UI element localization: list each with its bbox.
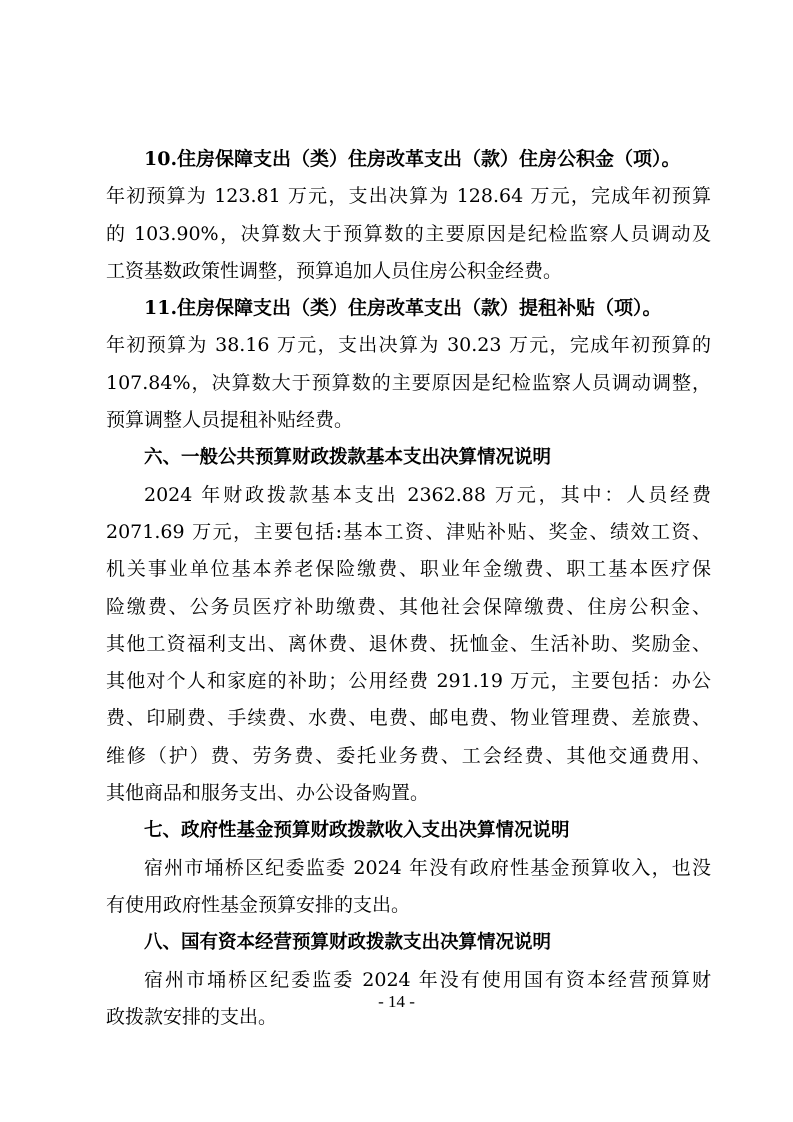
paragraph-line: 其他工资福利支出、离休费、退休费、抚恤金、生活补助、奖励金、 [106,632,711,655]
paragraph-line: 2071.69 万元，主要包括:基本工资、津贴补贴、奖金、绩效工资、 [106,520,711,543]
section-7-heading: 七、政府性基金预算财政拨款收入支出决算情况说明 [144,820,570,842]
paragraph-line: 宿州市埇桥区纪委监委 2024 年没有使用国有资本经营预算财 [144,968,711,991]
paragraph-line: 其他商品和服务支出、办公设备购置。 [106,782,430,805]
section-8-heading: 八、国有资本经营预算财政拨款支出决算情况说明 [144,932,552,954]
paragraph-line: 工资基数政策性调整，预算追加人员住房公积金经费。 [106,259,563,282]
paragraph-line: 维修（护）费、劳务费、委托业务费、工会经费、其他交通费用、 [106,744,711,767]
paragraph-line: 机关事业单位基本养老保险缴费、职业年金缴费、职工基本医疗保 [106,558,711,581]
paragraph-line: 有使用政府性基金预算安排的支出。 [106,893,411,916]
paragraph-line: 政拨款安排的支出。 [106,1005,278,1028]
section-6-heading: 六、一般公共预算财政拨款基本支出决算情况说明 [144,447,552,469]
paragraph-line: 的 103.90%，决算数大于预算数的主要原因是纪检监察人员调动及 [106,222,711,245]
paragraph-line: 年初预算为 38.16 万元，支出决算为 30.23 万元，完成年初预算的 [106,334,711,357]
paragraph-line: 2024 年财政拨款基本支出 2362.88 万元，其中：人员经费 [144,483,711,506]
paragraph-line: 预算调整人员提租补贴经费。 [106,409,354,432]
page-number: - 14 - [378,992,415,1011]
item-10-heading: 10.住房保障支出（类）住房改革支出（款）住房公积金（项）。 [144,148,681,170]
item-11-heading: 11.住房保障支出（类）住房改革支出（款）提租补贴（项）。 [144,297,662,320]
page-content [106,141,711,1036]
paragraph-line: 其他对个人和家庭的补助；公用经费 291.19 万元，主要包括：办公 [106,670,711,693]
paragraph-line: 年初预算为 123.81 万元，支出决算为 128.64 万元，完成年初预算 [106,185,711,208]
paragraph-line: 宿州市埇桥区纪委监委 2024 年没有政府性基金预算收入，也没 [144,856,711,879]
paragraph-line: 费、印刷费、手续费、水费、电费、邮电费、物业管理费、差旅费、 [106,707,711,730]
paragraph-line: 107.84%，决算数大于预算数的主要原因是纪检监察人员调动调整， [106,371,711,394]
paragraph-line: 险缴费、公务员医疗补助缴费、其他社会保障缴费、住房公积金、 [106,595,711,618]
